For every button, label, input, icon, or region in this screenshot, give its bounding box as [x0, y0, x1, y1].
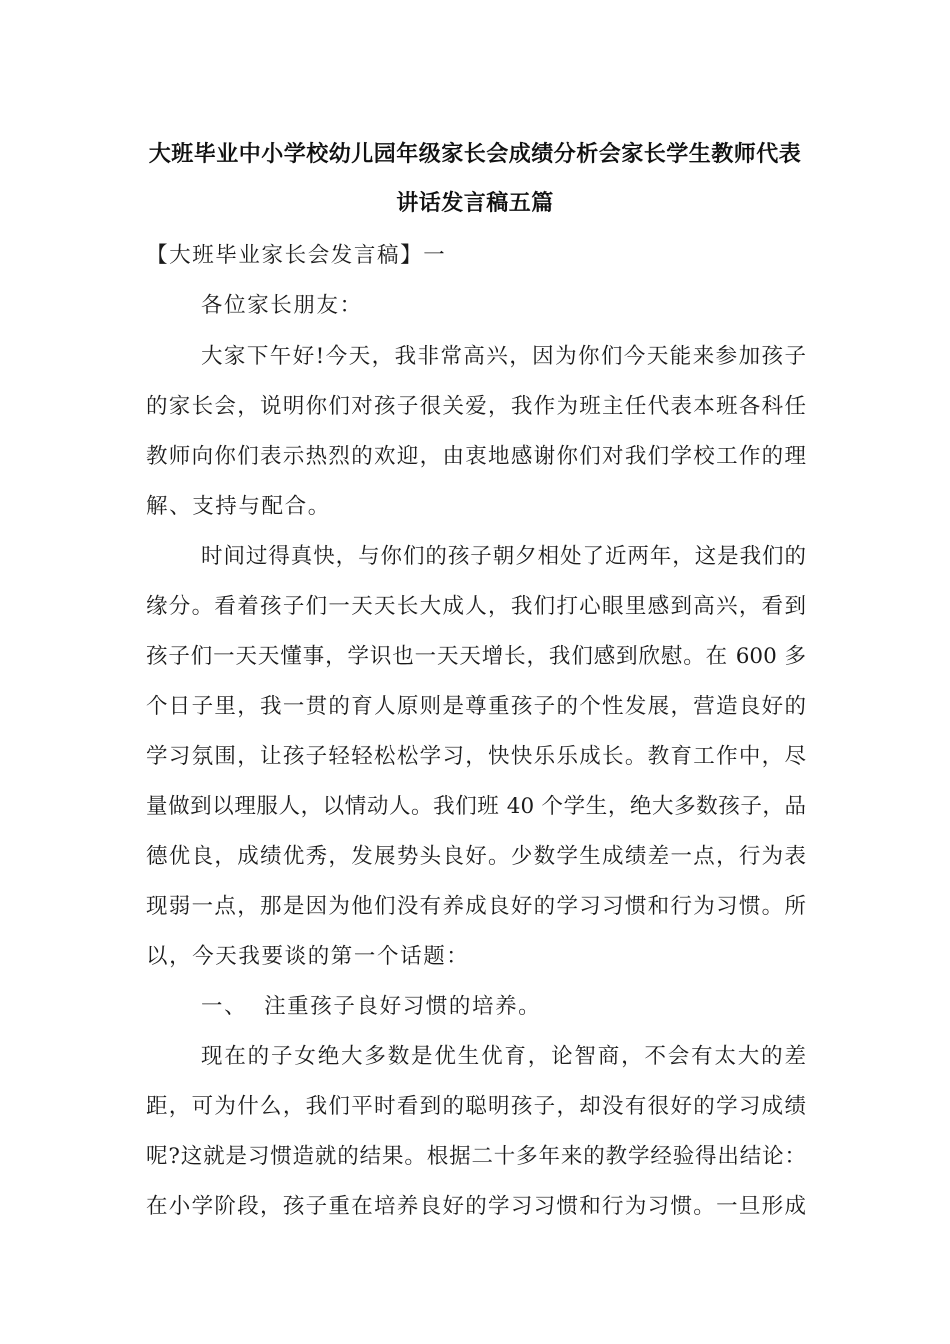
salutation: 各位家长朋友：	[201, 293, 363, 318]
paragraph-line: 孩子们一天天懂事，学识也一天天增长，我们感到欣慰。在 600 多	[146, 644, 806, 669]
document-title-line-1: 大班毕业中小学校幼儿园年级家长会成绩分析会家长学生教师代表	[148, 142, 802, 167]
paragraph-line: 距，可为什么，我们平时看到的聪明孩子，却没有很好的学习成绩	[146, 1094, 806, 1119]
paragraph-line: 个日子里，我一贯的育人原则是尊重孩子的个性发展，营造良好的	[146, 694, 806, 719]
paragraph-line: 解、支持与配合。	[146, 494, 331, 519]
paragraph-line: 缘分。看着孩子们一天天长大成人，我们打心眼里感到高兴，看到	[146, 594, 806, 619]
paragraph-line: 时间过得真快，与你们的孩子朝夕相处了近两年，这是我们的	[201, 544, 806, 569]
paragraph-line: 以，今天我要谈的第一个话题：	[146, 944, 470, 969]
paragraph-line: 量做到以理服人，以情动人。我们班 40 个学生，绝大多数孩子，品	[146, 794, 806, 819]
paragraph-line: 现弱一点，那是因为他们没有养成良好的学习习惯和行为习惯。所	[146, 894, 806, 919]
paragraph-line: 学习氛围，让孩子轻轻松松学习，快快乐乐成长。教育工作中，尽	[146, 744, 806, 769]
paragraph-line: 德优良，成绩优秀，发展势头良好。少数学生成绩差一点，行为表	[146, 844, 806, 869]
paragraph-line: 教师向你们表示热烈的欢迎，由衷地感谢你们对我们学校工作的理	[146, 444, 806, 469]
paragraph-line: 现在的子女绝大多数是优生优育，论智商，不会有太大的差	[201, 1044, 806, 1069]
paragraph-line: 呢?这就是习惯造就的结果。根据二十多年来的教学经验得出结论：	[146, 1144, 806, 1169]
paragraph-line: 大家下午好!今天，我非常高兴，因为你们今天能来参加孩子	[201, 344, 806, 369]
paragraph-line: 在小学阶段，孩子重在培养良好的学习习惯和行为习惯。一旦形成	[146, 1194, 806, 1219]
numbered-heading: 一、 注重孩子良好习惯的培养。	[201, 994, 542, 1019]
document-title-line-2: 讲话发言稿五篇	[396, 191, 554, 216]
section-heading: 【大班毕业家长会发言稿】一	[146, 243, 447, 268]
paragraph-line: 的家长会，说明你们对孩子很关爱，我作为班主任代表本班各科任	[146, 394, 806, 419]
